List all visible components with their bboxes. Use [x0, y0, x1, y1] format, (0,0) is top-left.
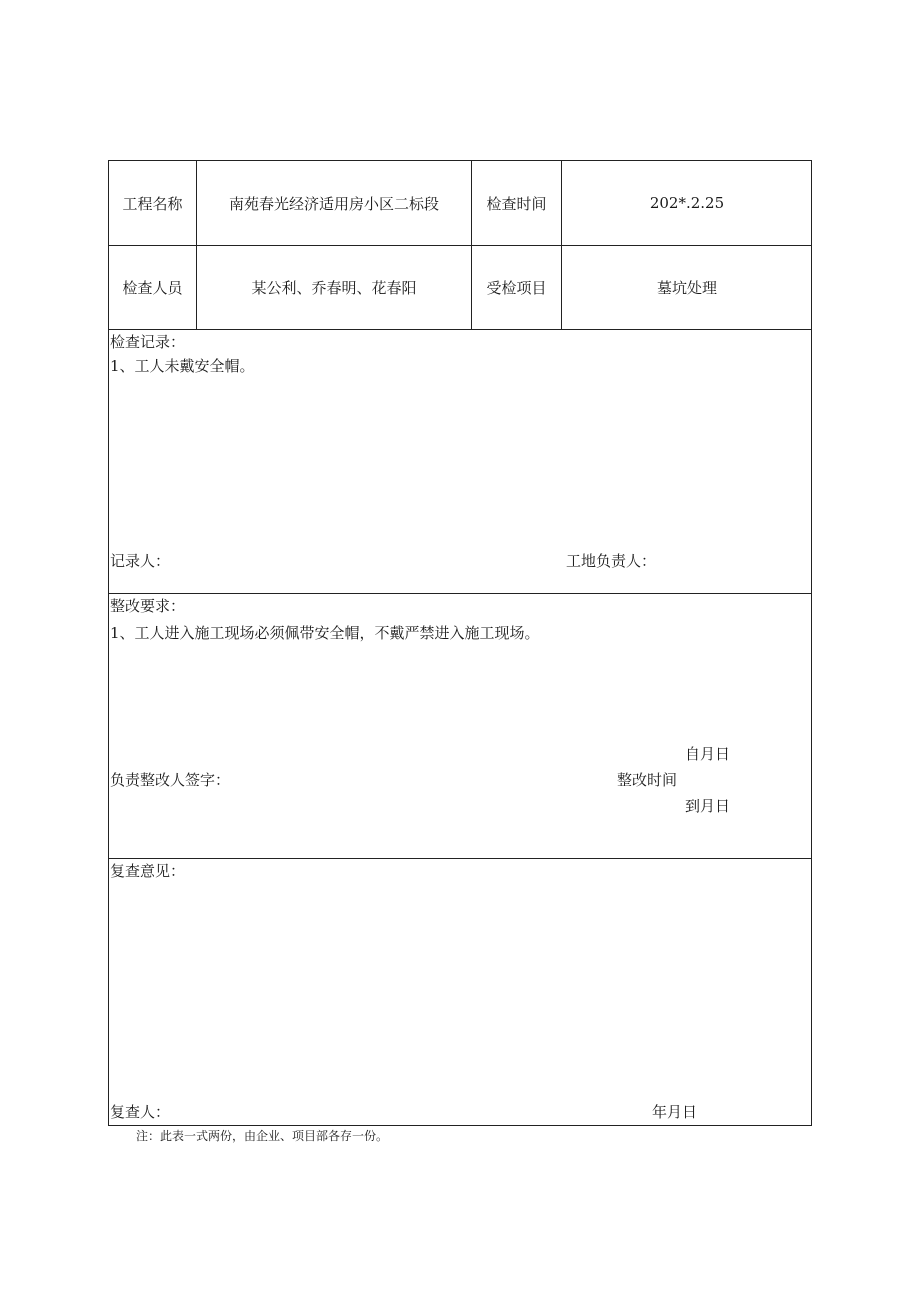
rectify-title: 整改要求： [110, 597, 186, 615]
inspectors-label: 检查人员 [122, 279, 183, 297]
rectify-time-label: 整改时间 [617, 771, 678, 789]
section-divider [109, 593, 811, 594]
row-divider [109, 329, 811, 330]
section-divider [109, 858, 811, 859]
record-title: 检查记录： [110, 333, 186, 351]
recorder-label: 记录人： [110, 552, 171, 570]
rectify-signature-label: 负责整改人签字： [110, 771, 231, 789]
review-date-label: 年月日 [652, 1103, 698, 1121]
footnote: 注：此表一式两份，由企业、项目部各存一份。 [136, 1129, 389, 1143]
record-item: 1、工人未戴安全帽。 [110, 357, 255, 375]
inspected-item-label: 受检项目 [486, 279, 547, 297]
inspect-time-value: 202*.2.25 [649, 194, 725, 212]
site-manager-label: 工地负责人： [566, 552, 657, 570]
inspection-form [108, 160, 812, 1126]
rectify-to-date: 到月日 [685, 797, 731, 815]
inspect-time-label: 检查时间 [486, 194, 547, 213]
project-name-value: 南苑春光经济适用房小区二标段 [228, 194, 439, 213]
inspected-item-value: 墓坑处理 [656, 279, 717, 297]
rectify-item: 1、工人进入施工现场必须佩带安全帽，不戴严禁进入施工现场。 [110, 624, 540, 642]
project-name-label: 工程名称 [122, 194, 183, 213]
review-title: 复查意见： [110, 862, 186, 880]
inspectors-value: 某公利、乔春明、花春阳 [251, 279, 417, 297]
rectify-from-date: 自月日 [685, 745, 731, 763]
reviewer-label: 复查人： [110, 1103, 171, 1121]
